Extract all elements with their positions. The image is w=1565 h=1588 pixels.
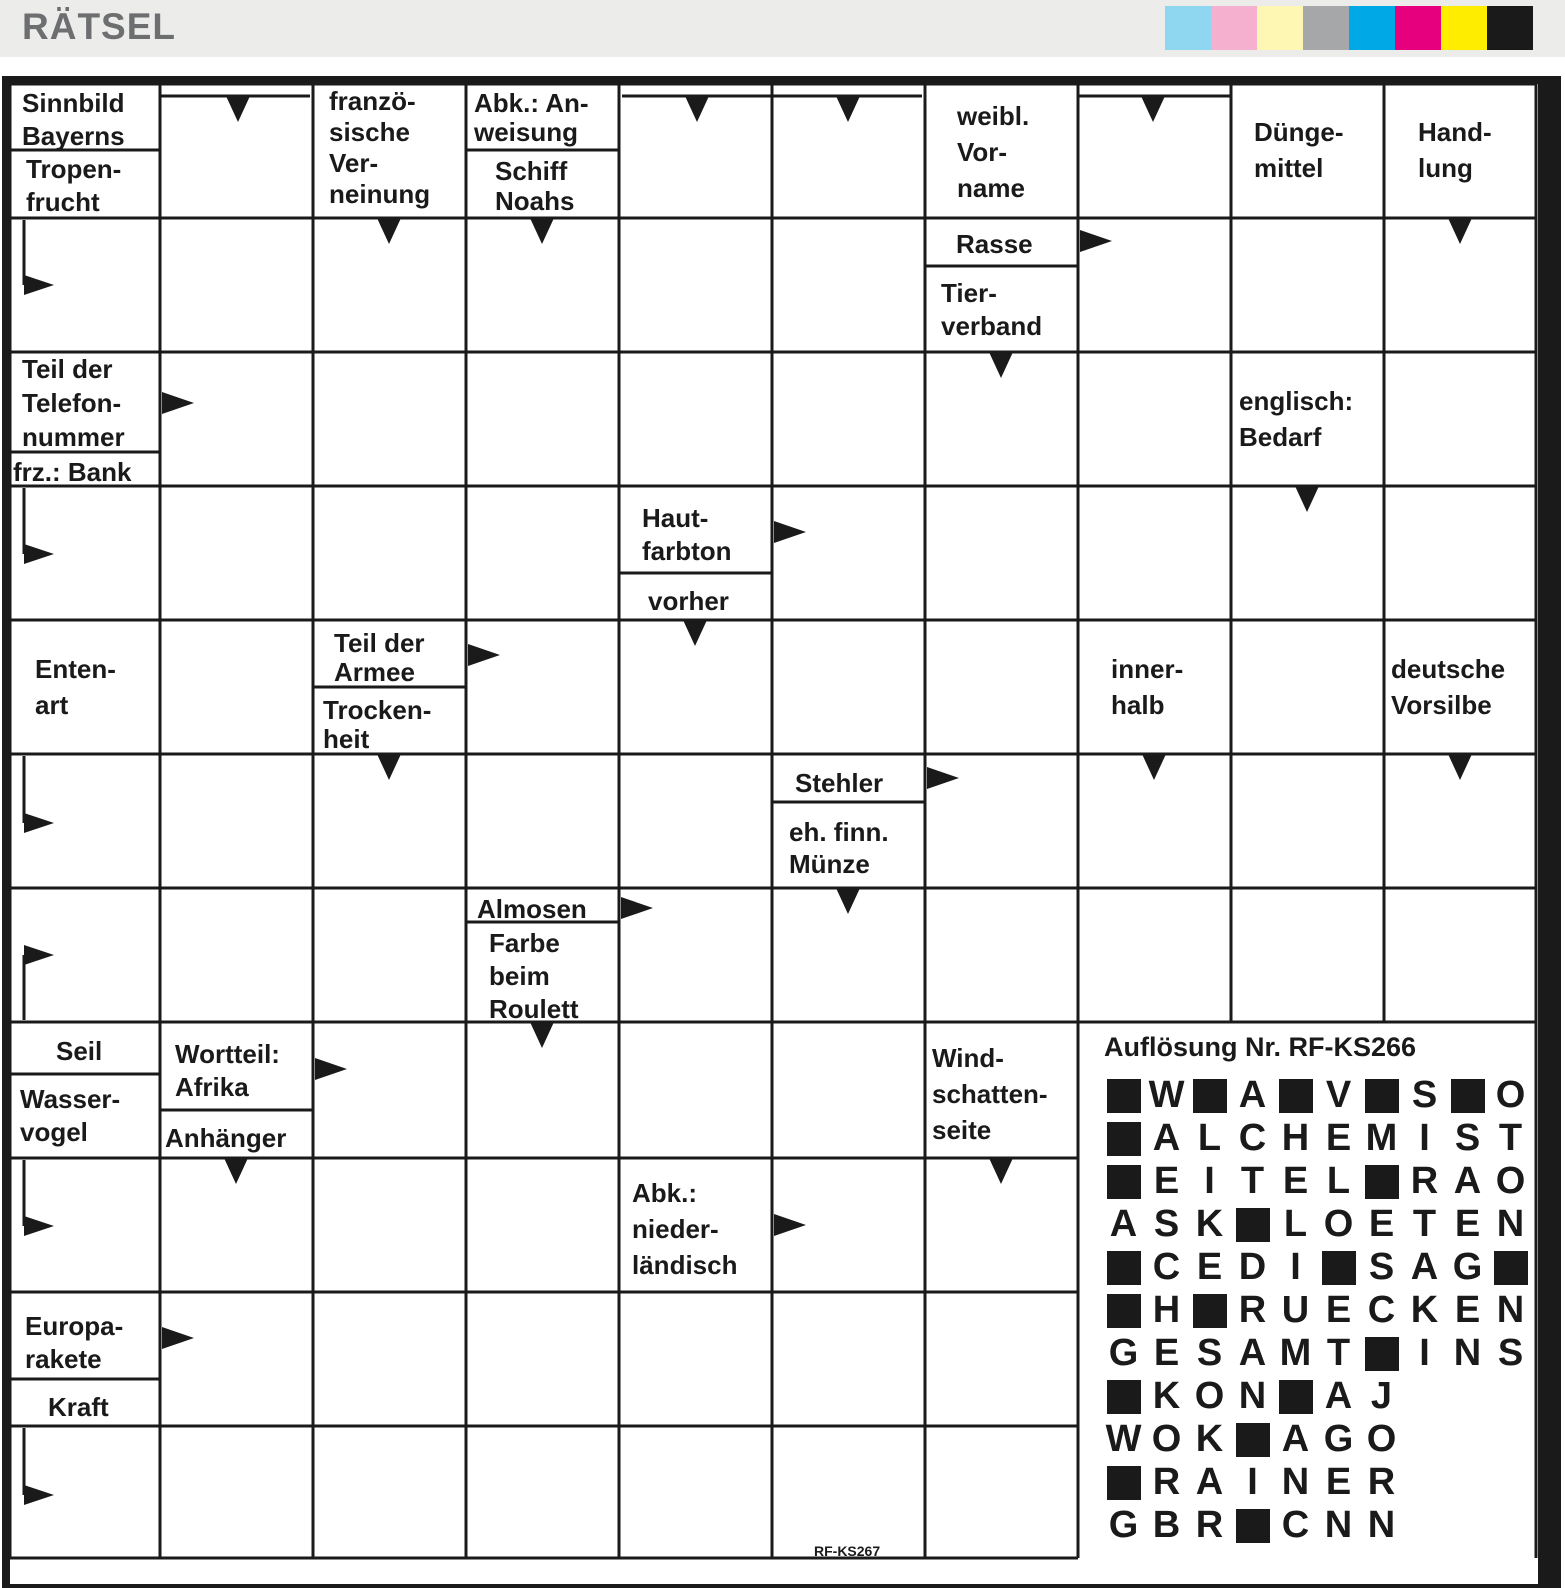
solution-letter: S [1368,1246,1395,1288]
solution-letter: I [1204,1160,1215,1202]
solution-letter: N [1367,1504,1396,1546]
solution-letter: E [1153,1160,1180,1202]
solution-black-square [1446,1074,1489,1117]
clue-line: verband [941,311,1043,341]
solution-panel [1084,1034,1534,1554]
arrow-down-icon [989,1158,1013,1184]
arrow-down-icon [377,754,401,780]
clue-line: Hand- [1418,117,1492,147]
clue-text [323,695,431,754]
clue-line: weisung [474,117,579,147]
clue-line: Enten- [35,654,116,684]
clue-line: Wortteil: [175,1039,280,1069]
solution-letter: T [1498,1117,1523,1159]
clue-line: schatten- [932,1079,1048,1109]
clue-text [175,1039,280,1102]
clue-line: lung [1418,153,1473,183]
clue-text [35,654,116,720]
solution-letter: A [1410,1246,1439,1288]
clue-text [20,1084,120,1147]
clue-line: franzö- [329,86,416,116]
solution-letter: H [1152,1289,1181,1331]
solution-letter: T [1240,1160,1265,1202]
solution-black-square [1102,1246,1145,1289]
clue-line: Abk.: An- [474,88,589,118]
clue-line: farbton [642,536,732,566]
clue-text [13,457,132,487]
solution-black-square [1360,1074,1403,1117]
solution-letter: O [1151,1418,1182,1460]
solution-letter: D [1238,1246,1267,1288]
solution-letter: M [1365,1117,1398,1159]
clue-line: Dünge- [1254,117,1344,147]
clue-text [56,1036,102,1066]
clue-text [1111,654,1183,720]
clue-line: eh. finn. [789,817,889,847]
solution-letter: A [1152,1117,1181,1159]
solution-letter: E [1325,1117,1352,1159]
solution-letter: H [1281,1117,1310,1159]
solution-title: Auflösung Nr. RF-KS266 [1104,1032,1417,1062]
solution-letter: N [1324,1504,1353,1546]
solution-row [1102,1504,1532,1547]
clue-text [795,768,883,798]
clue-line: rakete [25,1344,102,1374]
clue-line: deutsche [1391,654,1506,684]
solution-letter: N [1453,1332,1482,1374]
solution-letter: M [1279,1332,1312,1374]
solution-letter: K [1195,1203,1224,1245]
solution-black-square [1231,1418,1274,1461]
clue-line: Afrika [175,1072,249,1102]
solution-letter: L [1197,1117,1222,1159]
clue-text [26,154,121,217]
solution-letter: E [1325,1289,1352,1331]
clue-line: name [957,173,1025,203]
clue-line: vorher [648,586,729,616]
solution-letter: L [1283,1203,1308,1245]
clue-text [956,229,1033,259]
solution-row [1102,1203,1532,1246]
solution-letter: O [1495,1074,1526,1116]
clue-line: englisch: [1239,386,1354,416]
arrow-down-icon [989,352,1013,378]
solution-grid [1102,1074,1532,1547]
clue-line: neinung [329,179,431,209]
clue-line: Ver- [329,148,379,178]
solution-letter: U [1281,1289,1310,1331]
clue-line: Europa- [25,1311,124,1341]
solution-letter: O [1194,1375,1225,1417]
solution-row [1102,1375,1532,1418]
solution-letter: T [1412,1203,1437,1245]
clue-text [473,88,589,147]
solution-black-square [1274,1074,1317,1117]
arrow-bent-right-icon [24,544,54,564]
clue-line: Kraft [48,1392,109,1422]
solution-letter: I [1419,1117,1430,1159]
arrow-down-icon [683,620,707,646]
solution-letter: O [1495,1160,1526,1202]
arrow-bent-right-icon [24,945,54,965]
solution-row [1102,1117,1532,1160]
solution-row [1102,1289,1532,1332]
solution-letter: S [1411,1074,1438,1116]
solution-letter: N [1238,1375,1267,1417]
solution-letter: N [1496,1289,1525,1331]
clue-text [22,88,125,151]
clue-text [495,156,574,216]
solution-row [1102,1461,1532,1504]
solution-letter: G [1108,1504,1139,1546]
clue-text [25,1311,123,1374]
arrow-down-icon [836,96,860,122]
clue-line: Armee [334,657,415,687]
clue-line: heit [323,724,370,754]
arrow-bent-right-icon [24,1216,54,1236]
solution-black-square [1231,1504,1274,1547]
solution-letter: E [1454,1289,1481,1331]
arrow-right-icon [927,767,959,789]
solution-letter: A [1195,1461,1224,1503]
clue-line: Trocken- [323,695,432,725]
solution-letter: K [1195,1418,1224,1460]
clue-text [329,86,430,209]
solution-letter: R [1238,1289,1267,1331]
solution-letter: C [1281,1504,1310,1546]
arrow-right-icon [162,392,194,414]
clue-text [941,278,1042,341]
clue-text [477,894,587,924]
arrow-down-icon [1141,96,1165,122]
arrow-down-icon [377,218,401,244]
clue-line: ländisch [632,1250,738,1280]
arrow-right-icon [468,644,500,666]
arrow-down-icon [1448,218,1472,244]
clue-line: Bayerns [22,121,125,151]
solution-letter: L [1326,1160,1351,1202]
clue-line: Wind- [932,1043,1004,1073]
solution-letter: G [1323,1418,1354,1460]
solution-letter: A [1238,1074,1267,1116]
clue-line: Rasse [956,229,1033,259]
solution-black-square [1102,1461,1145,1504]
solution-black-square [1188,1289,1231,1332]
solution-row [1102,1074,1532,1117]
solution-black-square [1102,1117,1145,1160]
solution-letter: A [1324,1375,1353,1417]
clue-text [642,503,732,566]
solution-black-square [1102,1074,1145,1117]
clue-line: Anhänger [165,1123,287,1153]
clue-line: Roulett [489,994,579,1024]
puzzle-code: RF-KS267 [814,1543,881,1559]
clue-line: Teil der [334,628,425,658]
solution-letter: K [1152,1375,1181,1417]
solution-black-square [1188,1074,1231,1117]
solution-letter: O [1366,1418,1397,1460]
arrow-down-icon [836,888,860,914]
clue-line: Münze [789,849,870,879]
arrow-down-icon [530,1022,554,1048]
solution-letter: E [1368,1203,1395,1245]
solution-letter: E [1454,1203,1481,1245]
solution-letter: N [1496,1203,1525,1245]
clue-line: Wasser- [20,1084,121,1114]
arrow-down-icon [1448,754,1472,780]
clue-text [489,928,579,1024]
clue-line: Noahs [495,186,575,216]
solution-letter: A [1453,1160,1482,1202]
solution-black-square [1317,1246,1360,1289]
solution-letter: V [1325,1074,1352,1116]
solution-letter: A [1238,1332,1267,1374]
solution-letter: A [1109,1203,1138,1245]
solution-black-square [1231,1203,1274,1246]
clue-line: sische [329,117,410,147]
solution-letter: C [1367,1289,1396,1331]
clue-line: halb [1111,690,1165,720]
solution-letter: C [1238,1117,1267,1159]
arrow-right-icon [162,1327,194,1349]
solution-letter: W [1148,1074,1185,1116]
clue-line: Seil [56,1036,103,1066]
arrow-down-icon [1295,486,1319,512]
solution-black-square [1102,1160,1145,1203]
solution-black-square [1274,1375,1317,1418]
arrow-down-icon [226,96,250,122]
clue-line: art [35,690,69,720]
clue-text [334,628,425,687]
clue-line: Abk.: [632,1178,697,1208]
clue-line: Farbe [489,928,560,958]
solution-letter: O [1323,1203,1354,1245]
solution-letter: I [1419,1332,1430,1374]
solution-letter: T [1326,1332,1351,1374]
arrow-bent-right-icon [24,813,54,833]
solution-letter: G [1452,1246,1483,1288]
solution-letter: B [1152,1504,1181,1546]
arrow-down-icon [1142,754,1166,780]
clue-text [1391,654,1505,720]
clue-line: Telefon- [22,388,122,418]
solution-letter: I [1290,1246,1301,1288]
solution-row [1102,1160,1532,1203]
clue-text [48,1392,109,1422]
solution-row [1102,1332,1532,1375]
clue-text [22,354,125,452]
solution-letter: J [1370,1375,1393,1417]
clue-line: Tropen- [26,154,122,184]
clue-text [789,817,889,879]
arrow-down-icon [224,1158,248,1184]
arrow-right-icon [621,897,653,919]
clue-line: Almosen [477,894,587,924]
solution-black-square [1360,1332,1403,1375]
clue-line: Schiff [495,156,568,186]
solution-letter: E [1282,1160,1309,1202]
clue-line: seite [932,1115,992,1145]
solution-letter: A [1281,1418,1310,1460]
solution-letter: S [1454,1117,1481,1159]
clue-line: inner- [1111,654,1184,684]
clue-line: Vor- [957,137,1008,167]
arrow-down-icon [530,218,554,244]
clue-text [1239,386,1353,452]
clue-line: weibl. [957,101,1030,131]
clue-text [648,586,729,616]
clue-line: mittel [1254,153,1324,183]
clue-line: Bedarf [1239,422,1322,452]
solution-letter: N [1281,1461,1310,1503]
arrow-right-icon [774,521,806,543]
arrow-bent-right-icon [24,275,54,295]
clue-line: Stehler [795,768,884,798]
solution-black-square [1102,1289,1145,1332]
solution-letter: C [1152,1246,1181,1288]
solution-black-square [1489,1246,1532,1289]
clue-line: Teil der [22,354,113,384]
arrow-bent-right-icon [24,1485,54,1505]
clue-line: frz.: Bank [13,457,132,487]
solution-letter: E [1196,1246,1223,1288]
solution-letter: S [1497,1332,1524,1374]
solution-letter: R [1152,1461,1181,1503]
solution-letter: S [1153,1203,1180,1245]
clue-line: Vorsilbe [1391,690,1492,720]
arrow-right-icon [774,1214,806,1236]
solution-row [1102,1246,1532,1289]
clue-line: beim [489,961,550,991]
solution-letter: W [1105,1418,1142,1460]
solution-letter: R [1195,1504,1224,1546]
solution-letter: R [1410,1160,1439,1202]
clue-text [165,1123,286,1153]
solution-row [1102,1418,1532,1461]
solution-letter: S [1196,1332,1223,1374]
solution-letter: I [1247,1461,1258,1503]
clue-text [632,1178,737,1280]
solution-letter: K [1410,1289,1439,1331]
clue-line: frucht [26,187,100,217]
solution-letter: R [1367,1461,1396,1503]
arrow-right-icon [1080,230,1112,252]
clue-line: Sinnbild [22,88,125,118]
clue-text [1254,117,1344,183]
solution-letter: G [1108,1332,1139,1374]
solution-black-square [1360,1160,1403,1203]
clue-text [1418,117,1492,183]
solution-black-square [1102,1375,1145,1418]
clue-line: nummer [22,422,125,452]
clue-line: Tier- [941,278,997,308]
solution-letter: E [1153,1332,1180,1374]
clue-line: nieder- [632,1214,719,1244]
solution-letter: E [1325,1461,1352,1503]
clue-text [956,101,1029,203]
clue-text [932,1043,1048,1145]
clue-line: Haut- [642,503,709,533]
arrow-right-icon [315,1058,347,1080]
page-title: RÄTSEL [22,6,176,47]
arrow-down-icon [685,96,709,122]
clue-line: vogel [20,1117,88,1147]
